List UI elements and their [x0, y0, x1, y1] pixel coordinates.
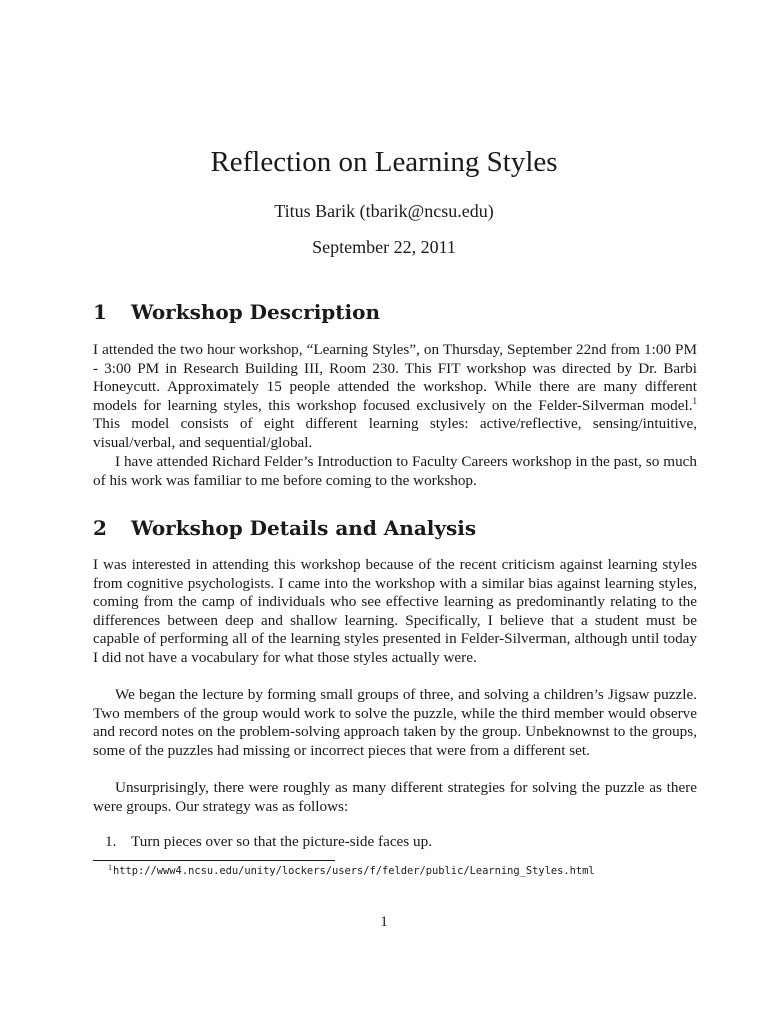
section-heading-workshop-details: [93, 515, 476, 541]
section-number: 1: [93, 300, 107, 324]
paragraph-text: I attended the two hour workshop, “Learning Styles”, on Thursday, September 22nd from 1:00 PM - 3:00 PM in Research Building III, Room 230. This FIT workshop was directed by Dr. Barbi Honeycutt. Approximately 15 people attended the workshop. While there are many different models for learning styles, this workshop focused exclusively on the Felder-Silverman model.: [93, 341, 697, 414]
paragraph: I was interested in attending this workshop because of the recent criticism against learning styles from cognitive psychologists. I came into the workshop with a similar bias against learning styles, coming from the camp of individuals who see effective learning as predominantly relating to the differences between deep and shallow learning. Specifically, I believe that a student must be capable of performing all of the learning styles presented in Felder-Silverman, although until today I did not have a vocabulary for what those styles actually were.: [93, 556, 697, 666]
strategy-list: [105, 833, 432, 852]
author-line: Titus Barik (tbarik@ncsu.edu): [274, 201, 494, 221]
paragraph: Unsurprisingly, there were roughly as many different strategies for solving the puzzle as there were groups. Our strategy was as follows:: [93, 779, 697, 815]
paragraph: We began the lecture by forming small groups of three, and solving a children’s Jigsaw puzzle. Two members of the group would work to solve the puzzle, while the third member would observe and record notes on the problem-solving approach taken by the group. Unbeknownst to the groups, some of the puzzles had missing or incorrect pieces that were from a different set.: [93, 686, 697, 759]
paper-date: September 22, 2011: [312, 237, 456, 257]
footnote-url[interactable]: http://www4.ncsu.edu/unity/lockers/users/f/felder/public/Learning_Styles.html: [113, 865, 595, 877]
paragraph: I have attended Richard Felder’s Introduction to Faculty Careers workshop in the past, so much of his work was familiar to me before coming to the workshop.: [93, 453, 697, 489]
footnote: [108, 864, 595, 878]
paragraph-text: This model consists of eight different learning styles: active/reflective, sensing/intuitive, visual/verbal, and sequential/global.: [93, 415, 697, 451]
section-title: Workshop Details and Analysis: [131, 516, 477, 540]
list-item-text: Turn pieces over so that the picture-side faces up.: [131, 833, 432, 850]
list-item-number: 1.: [105, 833, 117, 850]
paragraph: [93, 341, 697, 453]
footnote-number: 1: [108, 862, 112, 872]
page-number: 1: [380, 913, 388, 930]
section-heading-workshop-description: [93, 299, 380, 325]
paper-title: Reflection on Learning Styles: [210, 146, 558, 178]
section-number: 2: [93, 516, 107, 540]
footnote-marker: 1: [692, 395, 697, 406]
footnote-rule: [93, 860, 335, 861]
section-title: Workshop Description: [131, 300, 380, 324]
list-item: [105, 833, 432, 852]
